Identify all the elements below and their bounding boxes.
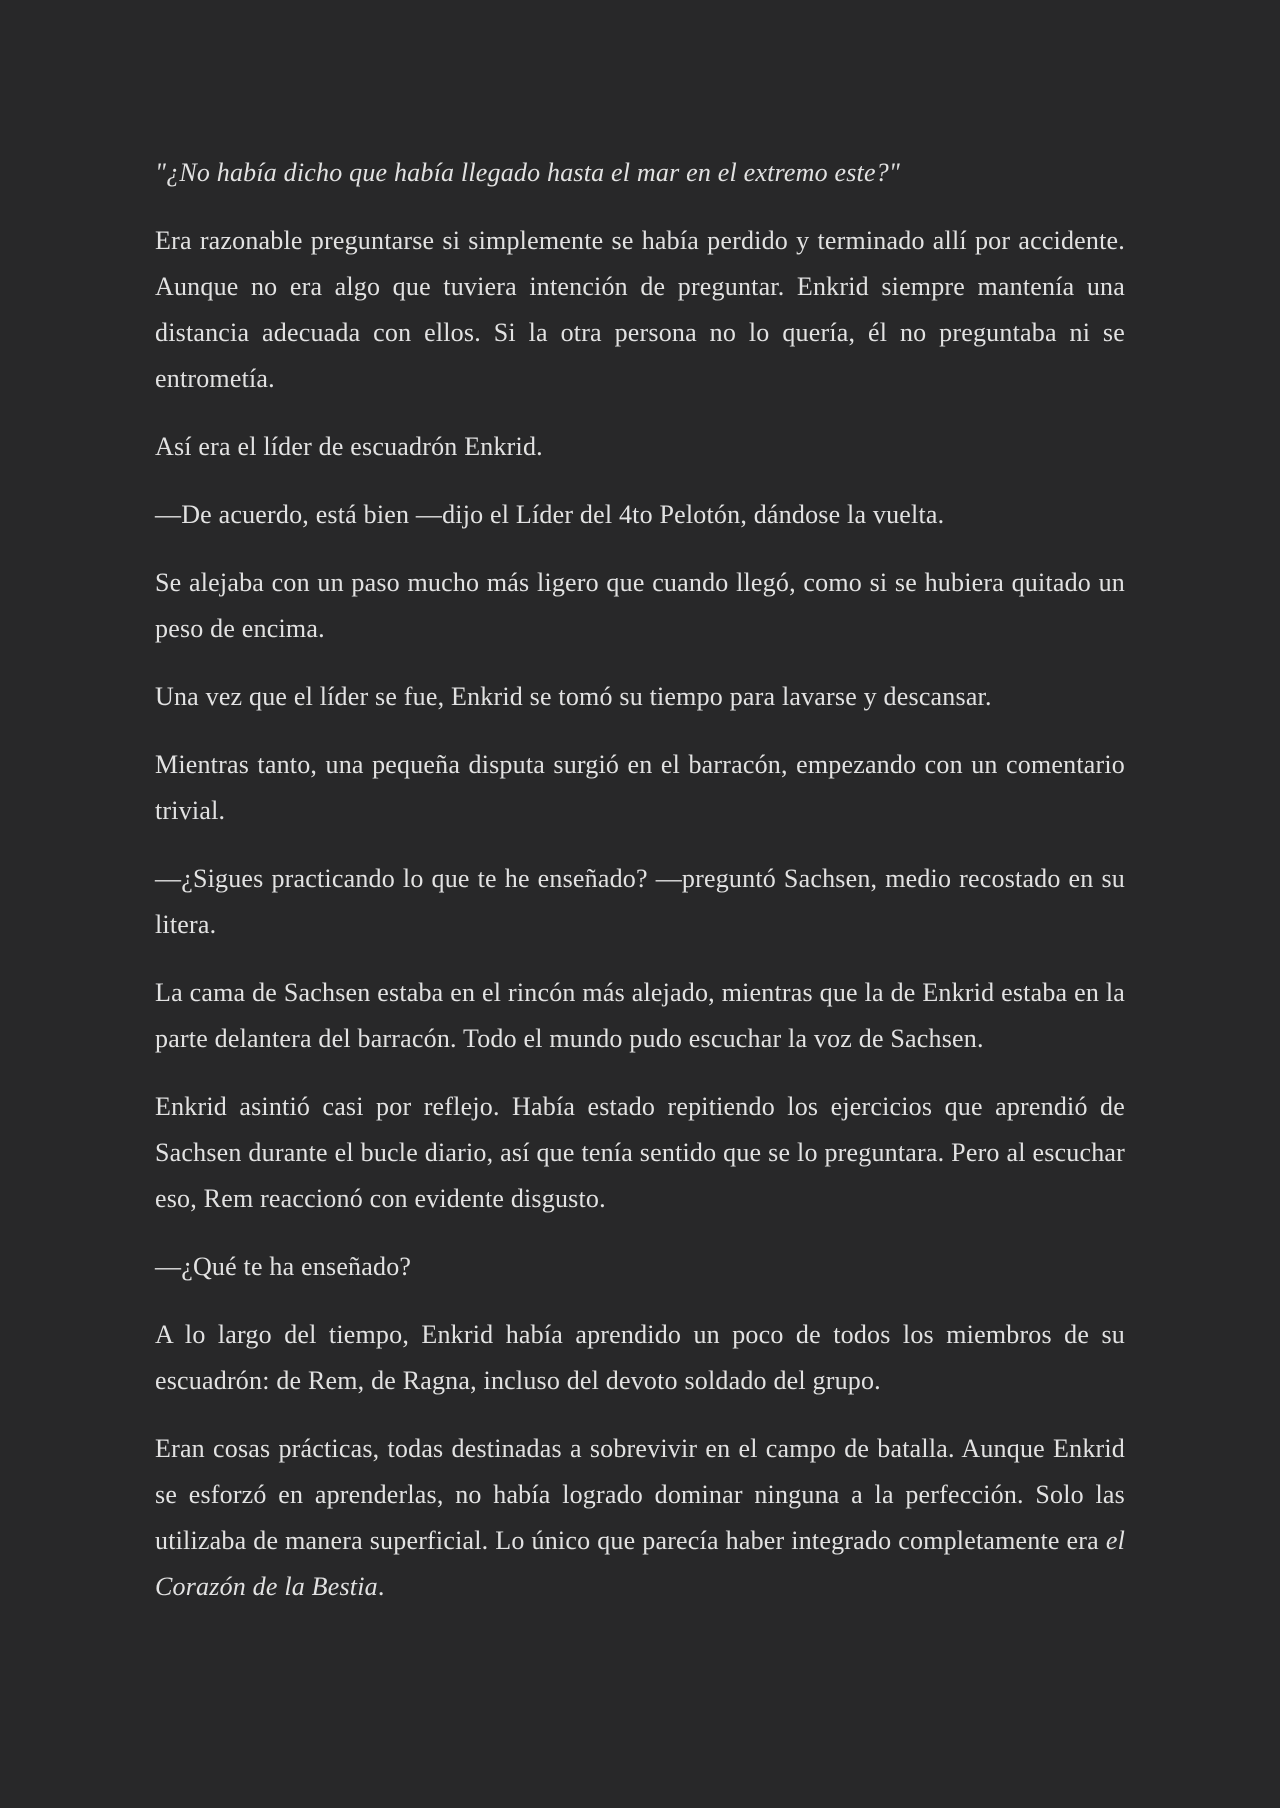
opening-quote-paragraph: "¿No había dicho que había llegado hasta el mar en el extremo este?" (155, 158, 901, 187)
paragraph: Una vez que el líder se fue, Enkrid se tomó su tiempo para lavarse y descansar. (155, 682, 992, 711)
dialogue-paragraph: —¿Sigues practicando lo que te he enseñado? —preguntó Sachsen, medio recostado en su litera. (155, 864, 1125, 939)
paragraph: Mientras tanto, una pequeña disputa surgió en el barracón, empezando con un comentario trivial. (155, 750, 1125, 825)
italic-phrase: el Corazón de la Bestia (155, 1526, 1125, 1601)
paragraph: Se alejaba con un paso mucho más ligero que cuando llegó, como si se hubiera quitado un peso de encima. (155, 568, 1125, 643)
paragraph: Era razonable preguntarse si simplemente se había perdido y terminado allí por accidente. Aunque no era algo que tuviera intención de preguntar. Enkrid siempre mantenía una distancia adecuada con ellos. Si la otra persona no lo quería, él no preguntaba ni se entrometía. (155, 226, 1125, 393)
paragraph: Enkrid asintió casi por reflejo. Había estado repitiendo los ejercicios que aprendió de Sachsen durante el bucle diario, así que tenía sentido que se lo preguntara. Pero al escuchar eso, Rem reaccionó con evidente disgusto. (155, 1092, 1125, 1213)
paragraph-text-segment: . (377, 1572, 385, 1601)
paragraph: La cama de Sachsen estaba en el rincón más alejado, mientras que la de Enkrid estaba en la parte delantera del barracón. Todo el mundo pudo escuchar la voz de Sachsen. (155, 978, 1125, 1053)
closing-paragraph (155, 1426, 1125, 1610)
dialogue-paragraph: —¿Qué te ha enseñado? (155, 1252, 412, 1281)
paragraph: Así era el líder de escuadrón Enkrid. (155, 432, 543, 461)
dialogue-paragraph: —De acuerdo, está bien —dijo el Líder del 4to Pelotón, dándose la vuelta. (155, 500, 945, 529)
paragraph: A lo largo del tiempo, Enkrid había aprendido un poco de todos los miembros de su escuadrón: de Rem, de Ragna, incluso del devoto soldado del grupo. (155, 1320, 1125, 1395)
paragraph-text-segment: Eran cosas prácticas, todas destinadas a sobrevivir en el campo de batalla. Aunque Enkrid se esforzó en aprenderlas, no había logrado dominar ninguna a la perfección. Solo las utilizaba de manera superficial. Lo único que parecía haber integrado completamente era (155, 1434, 1125, 1555)
